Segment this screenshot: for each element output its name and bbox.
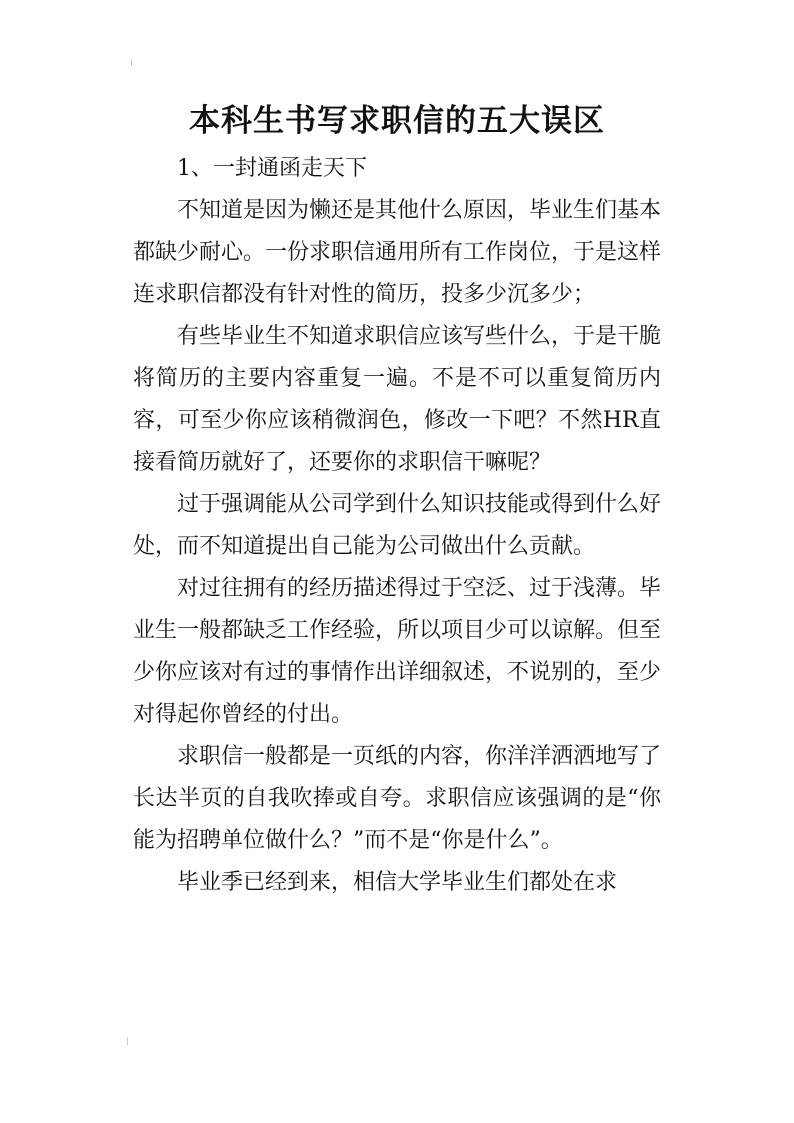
document-body — [133, 148, 661, 904]
document-title: 本科生书写求职信的五大误区 — [189, 103, 605, 139]
crop-mark — [127, 1037, 128, 1045]
paragraph: 有些毕业生不知道求职信应该写些什么，于是干脆将简历的主要内容重复一遍。不是不可以重复简历内容，可至少你应该稍微润色，修改一下吧？不然HR直接看简历就好了，还要你的求职信干嘛呢？ — [133, 324, 662, 475]
paragraph: 求职信一般都是一页纸的内容，你洋洋洒洒地写了长达半页的自我吹捧或自夸。求职信应该强调的是“你能为招聘单位做什么？”而不是“你是什么”。 — [133, 744, 662, 853]
paragraph: 过于强调能从公司学到什么知识技能或得到什么好处，而不知道提出自己能为公司做出什么贡献。 — [133, 492, 662, 559]
crop-mark — [131, 60, 132, 66]
section-heading: 1、一封通函走天下 — [177, 156, 367, 181]
paragraph: 对过往拥有的经历描述得过于空泛、过于浅薄。毕业生一般都缺乏工作经验，所以项目少可以谅解。但至少你应该对有过的事情作出详细叙述，不说别的，至少对得起你曾经的付出。 — [133, 576, 662, 727]
paragraph: 毕业季已经到来，相信大学毕业生们都处在求 — [177, 870, 618, 895]
paragraph: 不知道是因为懒还是其他什么原因，毕业生们基本都缺少耐心。一份求职信通用所有工作岗位，于是这样连求职信都没有针对性的简历，投多少沉多少； — [133, 198, 662, 307]
